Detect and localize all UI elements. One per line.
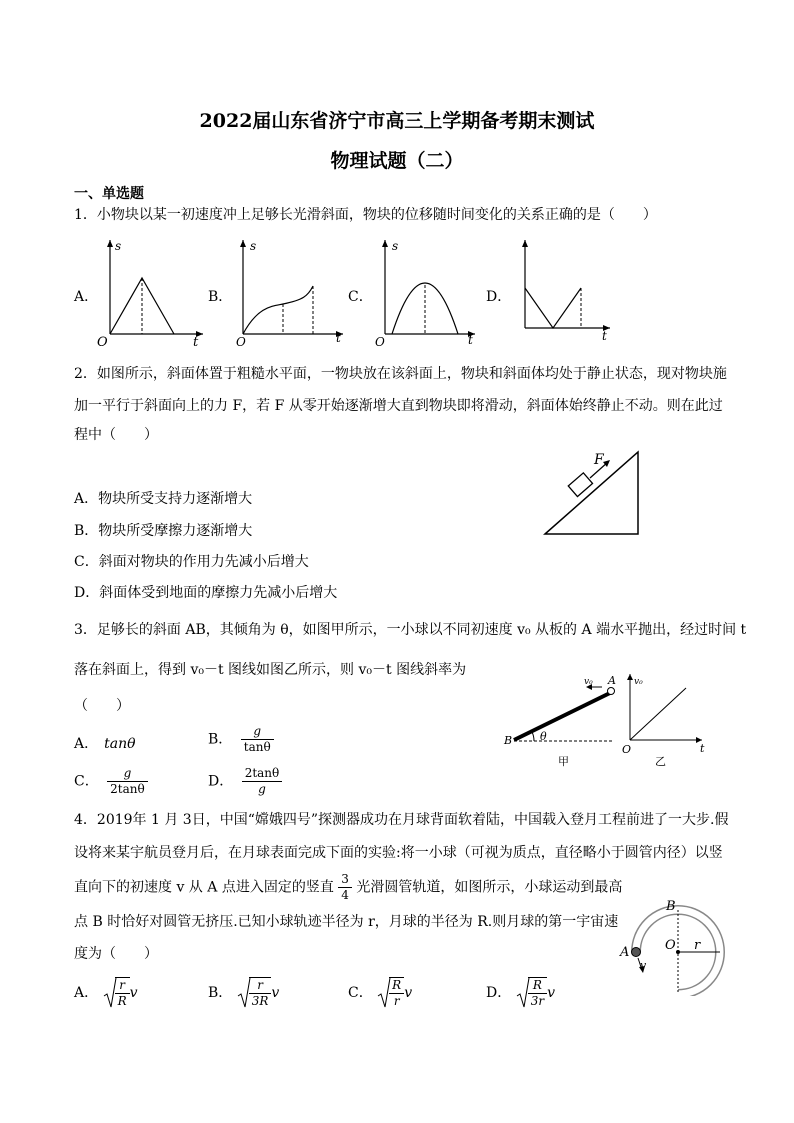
q1-option-c: C． [348,289,373,305]
q3-option-b: B． $\frac{g}{\tan\theta}$ [208,724,274,755]
q2-force-label: F [594,452,604,468]
q2-option-b: B．物块所受摩擦力逐渐增大 [74,523,253,539]
question-4-line-3: 直向下的初速度 v 从 A 点进入固定的竖直 $\frac{3}{4}$ 光滑圆管轨道，如图所示，小球运动到最高 [74,872,623,902]
q1a-axis-s: s [115,239,122,253]
question-1-stem: 1．小物块以某一初速度冲上足够长光滑斜面，物块的位移随时间变化的关系正确的是（ ） [74,207,657,223]
q4-option-d: D． $\frac{R}{3r}$ v [486,978,555,1008]
svg-text:v₀: v₀ [634,677,643,687]
question-4-line-5: 度为（ ） [74,946,158,962]
svg-text:t: t [468,333,473,347]
page-subtitle: 物理试题（二） [330,150,464,172]
q1a-origin: O [97,335,108,348]
svg-text:v₀: v₀ [584,677,593,687]
q4-tube-figure [614,896,734,996]
question-4-line-4: 点 B 时恰好对圆管无挤压.已知小球轨迹半径为 r，月球的半径为 R.则月球的第一宇宙速 [74,914,619,930]
page-title: 2022届山东省济宁市高三上学期备考期末测试 [199,110,595,132]
q1-graph-b [228,236,348,348]
svg-text:t: t [336,331,341,345]
svg-text:A: A [620,945,630,960]
q4-option-b: B． $\frac{r}{3R}$ v [208,978,280,1008]
question-2-line-1: 2．如图所示，斜面体置于粗糙水平面，一物块放在该斜面上，物块和斜面体均处于静止状态，现对物块施 [74,366,727,382]
q1-option-a: A． [74,289,99,305]
q3-option-d: D． $\frac{2\tan\theta}{g}$ [208,766,282,797]
svg-text:O: O [236,335,246,348]
question-3-line-2: 落在斜面上，得到 v₀－t 图线如图乙所示，则 v₀－t 图线斜率为 [74,662,467,678]
q2-option-d: D．斜面体受到地面的摩擦力先减小后增大 [74,585,338,601]
svg-text:r: r [694,938,701,953]
question-4-line-1: 4．2019年 1 月 3日，中国“嫦娥四号”探测器成功在月球背面软着陆，中国载入登月工程前进了一大步.假 [74,812,729,828]
q3-figure [500,672,712,770]
svg-text:θ: θ [540,730,547,743]
q4-option-a: A． $\frac{r}{R}$ v [74,978,138,1008]
svg-text:乙: 乙 [655,755,666,768]
q4-option-c: C． $\frac{R}{r}$ v [348,978,413,1008]
svg-text:t: t [700,742,705,755]
question-3-line-3: （ ） [74,698,130,714]
svg-text:O: O [622,743,632,756]
svg-text:s: s [250,239,257,253]
q3-option-a: A． tanθ [74,736,136,752]
q1a-axis-t: t [193,335,199,348]
svg-text:甲: 甲 [558,755,569,768]
q2-incline-figure [540,448,650,538]
svg-text:B: B [504,734,513,747]
svg-text:B: B [666,899,676,914]
svg-text:s: s [392,239,399,253]
q1-graph-d [510,236,620,348]
q2-option-a: A．物块所受支持力逐渐增大 [74,491,253,507]
section-heading: 一、单选题 [74,186,144,202]
q1-graph-c [370,236,480,348]
svg-text:t: t [602,329,607,343]
q2-option-c: C．斜面对物块的作用力先减小后增大 [74,554,309,570]
svg-text:A: A [608,674,616,687]
question-2-line-3: 程中（ ） [74,427,158,443]
q1-option-b: B． [208,289,233,305]
question-2-line-2: 加一平行于斜面向上的力 F，若 F 从零开始逐渐增大直到物块即将滑动，斜面体始终静止不动。则在此过 [74,398,723,414]
q1-graph-a [95,236,205,348]
q3-option-c: C． $\frac{g}{2\tan\theta}$ [74,766,148,797]
q1-option-d: D． [486,289,512,305]
svg-text:v: v [640,959,647,972]
question-4-line-2: 设将来某宇航员登月后，在月球表面完成下面的实验:将一小球（可视为质点，直径略小于圆管内径）以竖 [74,845,723,861]
question-3-line-1: 3．足够长的斜面 AB，其倾角为 θ，如图甲所示，一小球以不同初速度 v₀ 从板的 A 端水平抛出，经过时间 t [74,622,747,638]
svg-text:O: O [375,335,385,348]
svg-text:O: O [665,938,676,953]
